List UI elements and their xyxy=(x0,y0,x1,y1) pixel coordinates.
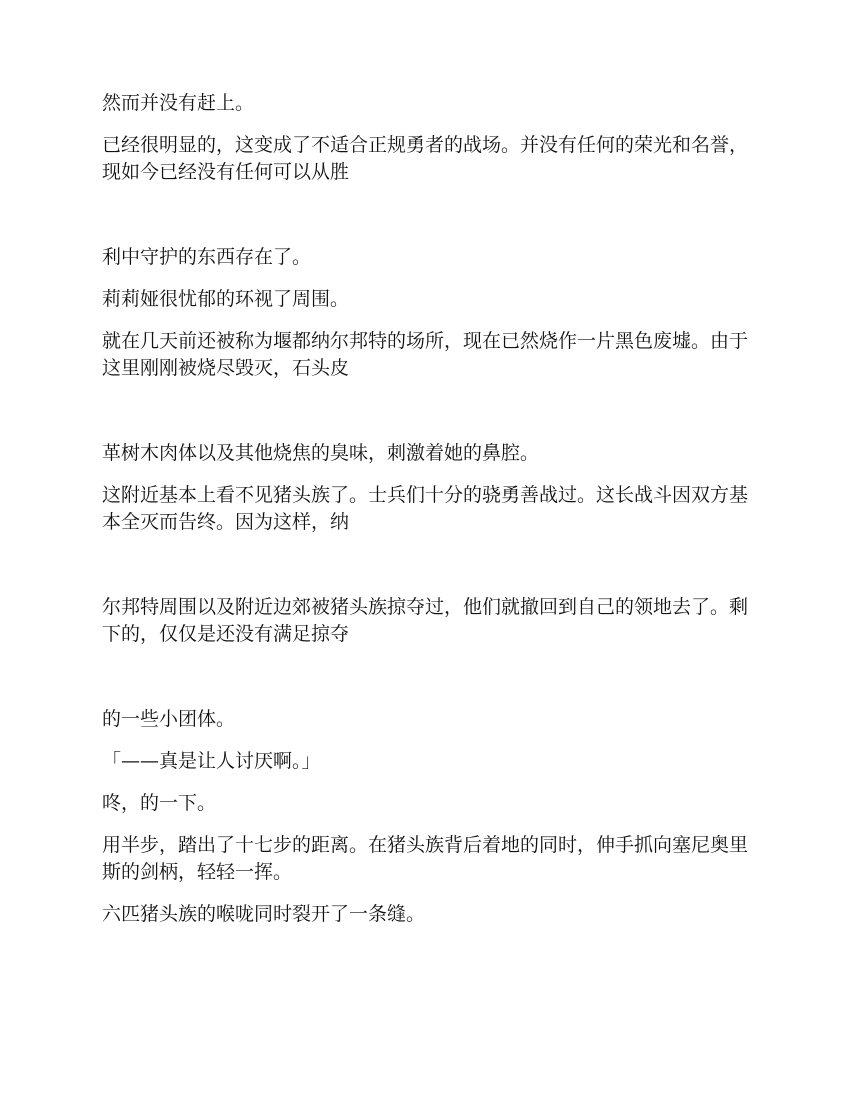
paragraph: 莉莉娅很忧郁的环视了周围。 xyxy=(102,288,350,310)
paragraph: 已经很明显的，这变成了不适合正规勇者的战场。并没有任何的荣光和名誉，现如今已经没有任何可以从胜 xyxy=(102,134,749,183)
paragraph: 利中守护的东西存在了。 xyxy=(102,246,312,268)
paragraph: 「——真是让人讨厌啊。」 xyxy=(102,750,321,772)
paragraph: 用半步，踏出了十七步的距离。在猪头族背后着地的同时，伸手抓向塞尼奥里斯的剑柄，轻轻一挥。 xyxy=(102,834,749,883)
paragraph: 这附近基本上看不见猪头族了。士兵们十分的骁勇善战过。这长战斗因双方基本全灭而告终。因为这样，纳 xyxy=(102,484,749,533)
paragraph: 咚，的一下。 xyxy=(102,792,217,814)
paragraph: 就在几天前还被称为堰都纳尔邦特的场所，现在已然烧作一片黑色废墟。由于这里刚刚被烧尽毁灭，石头皮 xyxy=(102,330,749,379)
paragraph: 然而并没有赶上。 xyxy=(102,92,255,114)
paragraph: 六匹猪头族的喉咙同时裂开了一条缝。 xyxy=(102,903,426,925)
paragraph: 尔邦特周围以及附近边郊被猪头族掠夺过，他们就撤回到自己的领地去了。剩下的，仅仅是还没有满足掠夺 xyxy=(102,596,749,645)
paragraph: 革树木肉体以及其他烧焦的臭味，刺激着她的鼻腔。 xyxy=(102,442,540,464)
document-page xyxy=(102,90,762,943)
paragraph: 的一些小团体。 xyxy=(102,708,236,730)
